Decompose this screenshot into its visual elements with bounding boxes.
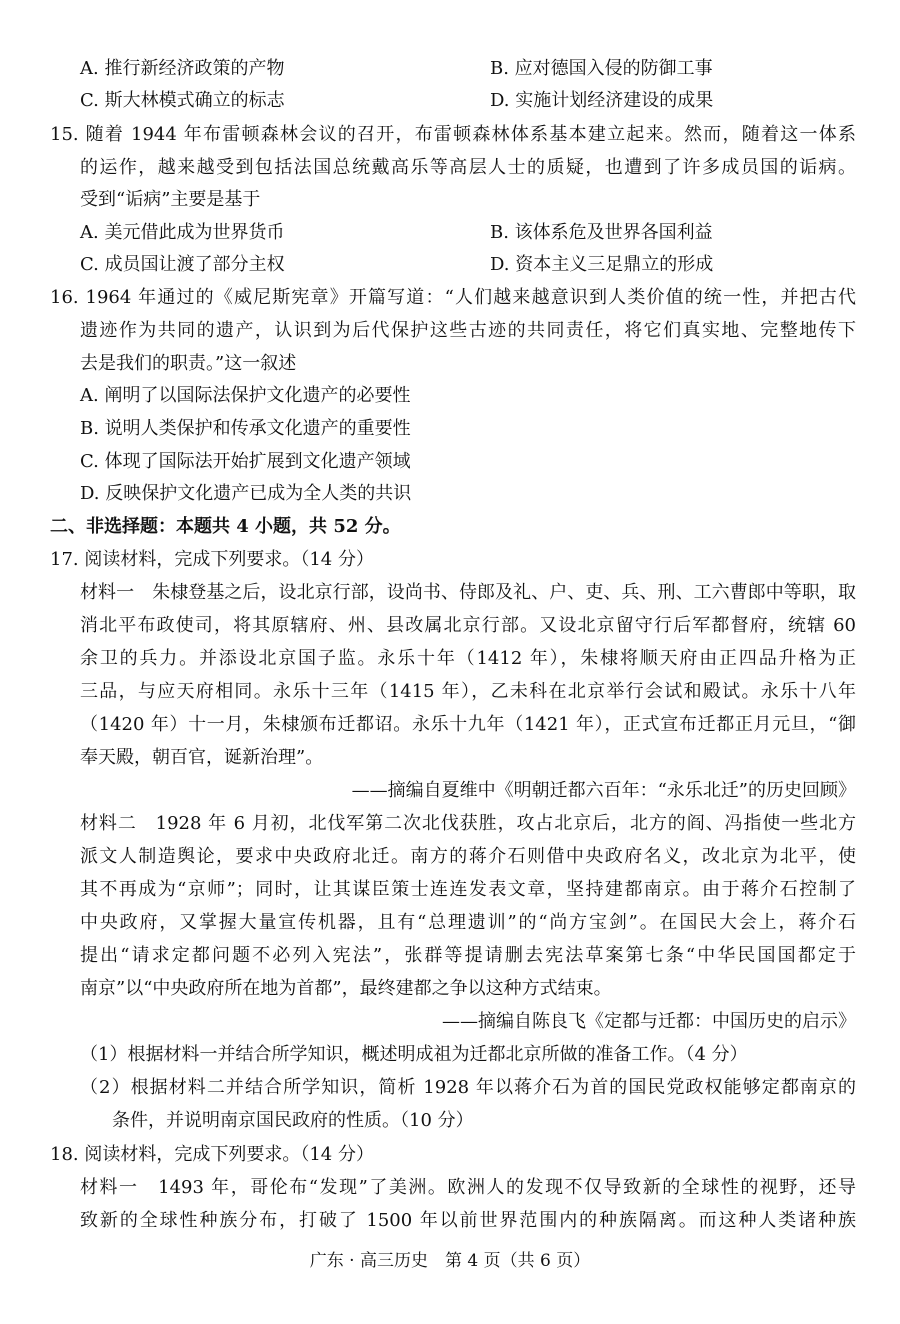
page-footer: 广东 · 高三历史 第 4 页（共 6 页）: [309, 1251, 591, 1271]
q16-stem-line-3: 去是我们的职责。”这一叙述: [80, 353, 297, 374]
q15-stem-line-1: 15. 随着 1944 年布雷顿森林会议的召开，布雷顿森林体系基本建立起来。然而，随着这一体系: [50, 124, 856, 145]
q17-subquestion-2-line-1: （2）根据材料二并结合所学知识，简析 1928 年以蒋介石为首的国民党政权能够定都南京的: [80, 1077, 856, 1098]
q15-option-b: B. 该体系危及世界各国利益: [490, 222, 713, 243]
q15-option-c: C. 成员国让渡了部分主权: [80, 254, 285, 275]
q17-material2-line-1: 材料二 1928 年 6 月初，北伐军第二次北伐获胜，攻占北京后，北方的阎、冯指使一些北方: [80, 813, 856, 834]
q14-option-b: B. 应对德国入侵的防御工事: [490, 58, 713, 79]
q17-material2-source: ——摘编自陈良飞《定都与迁都：中国历史的启示》: [442, 1011, 856, 1032]
q17-material2-line-2: 派文人制造舆论，要求中央政府北迁。南方的蒋介石则借中央政府名义，改北京为北平，使: [80, 846, 856, 867]
q17-material1-line-2: 消北平布政使司，将其原辖府、州、县改属北京行部。又设北京留守行后军都督府，统辖 60: [80, 615, 856, 636]
q17-material1-source: ——摘编自夏维中《明朝迁都六百年：“永乐北迁”的历史回顾》: [351, 780, 856, 801]
q17-subquestion-2-line-2: 条件，并说明南京国民政府的性质。（10 分）: [112, 1110, 474, 1131]
q15-option-a: A. 美元借此成为世界货币: [80, 222, 285, 243]
section-heading: 二、非选择题：本题共 4 小题，共 52 分。: [50, 516, 401, 537]
q14-option-d: D. 实施计划经济建设的成果: [490, 90, 714, 111]
q17-material1-line-3: 余卫的兵力。并添设北京国子监。永乐十年（1412 年），朱棣将顺天府由正四品升格为正: [80, 648, 856, 669]
q17-material1-line-1: 材料一 朱棣登基之后，设北京行部，设尚书、侍郎及礼、户、吏、兵、刑、工六曹郎中等职，取: [80, 582, 856, 603]
q17-material2-line-5: 提出“请求定都问题不必列入宪法”，张群等提请删去宪法草案第七条“中华民国国都定于: [80, 945, 856, 966]
q14-option-c: C. 斯大林模式确立的标志: [80, 90, 285, 111]
q18-material1-line-1: 材料一 1493 年，哥伦布“发现”了美洲。欧洲人的发现不仅导致新的全球性的视野，还导: [80, 1177, 856, 1198]
q16-stem-line-2: 遗迹作为共同的遗产，认识到为后代保护这些古迹的共同责任，将它们真实地、完整地传下: [80, 320, 856, 341]
q16-option-a: A. 阐明了以国际法保护文化遗产的必要性: [80, 385, 411, 406]
q15-option-d: D. 资本主义三足鼎立的形成: [490, 254, 714, 275]
q17-material2-line-4: 中央政府，又掌握大量宣传机器，且有“总理遗训”的“尚方宝剑”。在国民大会上，蒋介石: [80, 912, 856, 933]
q17-material1-line-5: （1420 年）十一月，朱棣颁布迁都诏。永乐十九年（1421 年），正式宣布迁都正月元旦，“御: [80, 714, 856, 735]
q18-stem: 18. 阅读材料，完成下列要求。（14 分）: [50, 1144, 374, 1165]
q17-material2-line-6: 南京”以“中央政府所在地为首都”，最终建都之争以这种方式结束。: [80, 978, 612, 999]
q18-material1-line-2: 致新的全球性种族分布，打破了 1500 年以前世界范围内的种族隔离。而这种人类诸种族: [80, 1210, 856, 1231]
q16-stem-line-1: 16. 1964 年通过的《威尼斯宪章》开篇写道：“人们越来越意识到人类价值的统一性，并把古代: [50, 287, 856, 308]
q16-option-c: C. 体现了国际法开始扩展到文化遗产领域: [80, 451, 411, 472]
q16-option-b: B. 说明人类保护和传承文化遗产的重要性: [80, 418, 411, 439]
q17-subquestion-1: （1）根据材料一并结合所学知识，概述明成祖为迁都北京所做的准备工作。（4 分）: [80, 1044, 748, 1065]
q17-material2-line-3: 其不再成为“京师”；同时，让其谋臣策士连连发表文章，坚持建都南京。由于蒋介石控制了: [80, 879, 856, 900]
q17-material1-line-4: 三品，与应天府相同。永乐十三年（1415 年），乙未科在北京举行会试和殿试。永乐十八年: [80, 681, 856, 702]
q15-stem-line-3: 受到“诟病”主要是基于: [80, 189, 261, 210]
q17-material1-line-6: 奉天殿，朝百官，诞新治理”。: [80, 747, 324, 768]
q14-option-a: A. 推行新经济政策的产物: [80, 58, 285, 79]
q17-stem: 17. 阅读材料，完成下列要求。（14 分）: [50, 549, 374, 570]
q15-stem-line-2: 的运作，越来越受到包括法国总统戴高乐等高层人士的质疑，也遭到了许多成员国的诟病。: [80, 157, 856, 178]
q16-option-d: D. 反映保护文化遗产已成为全人类的共识: [80, 483, 412, 504]
